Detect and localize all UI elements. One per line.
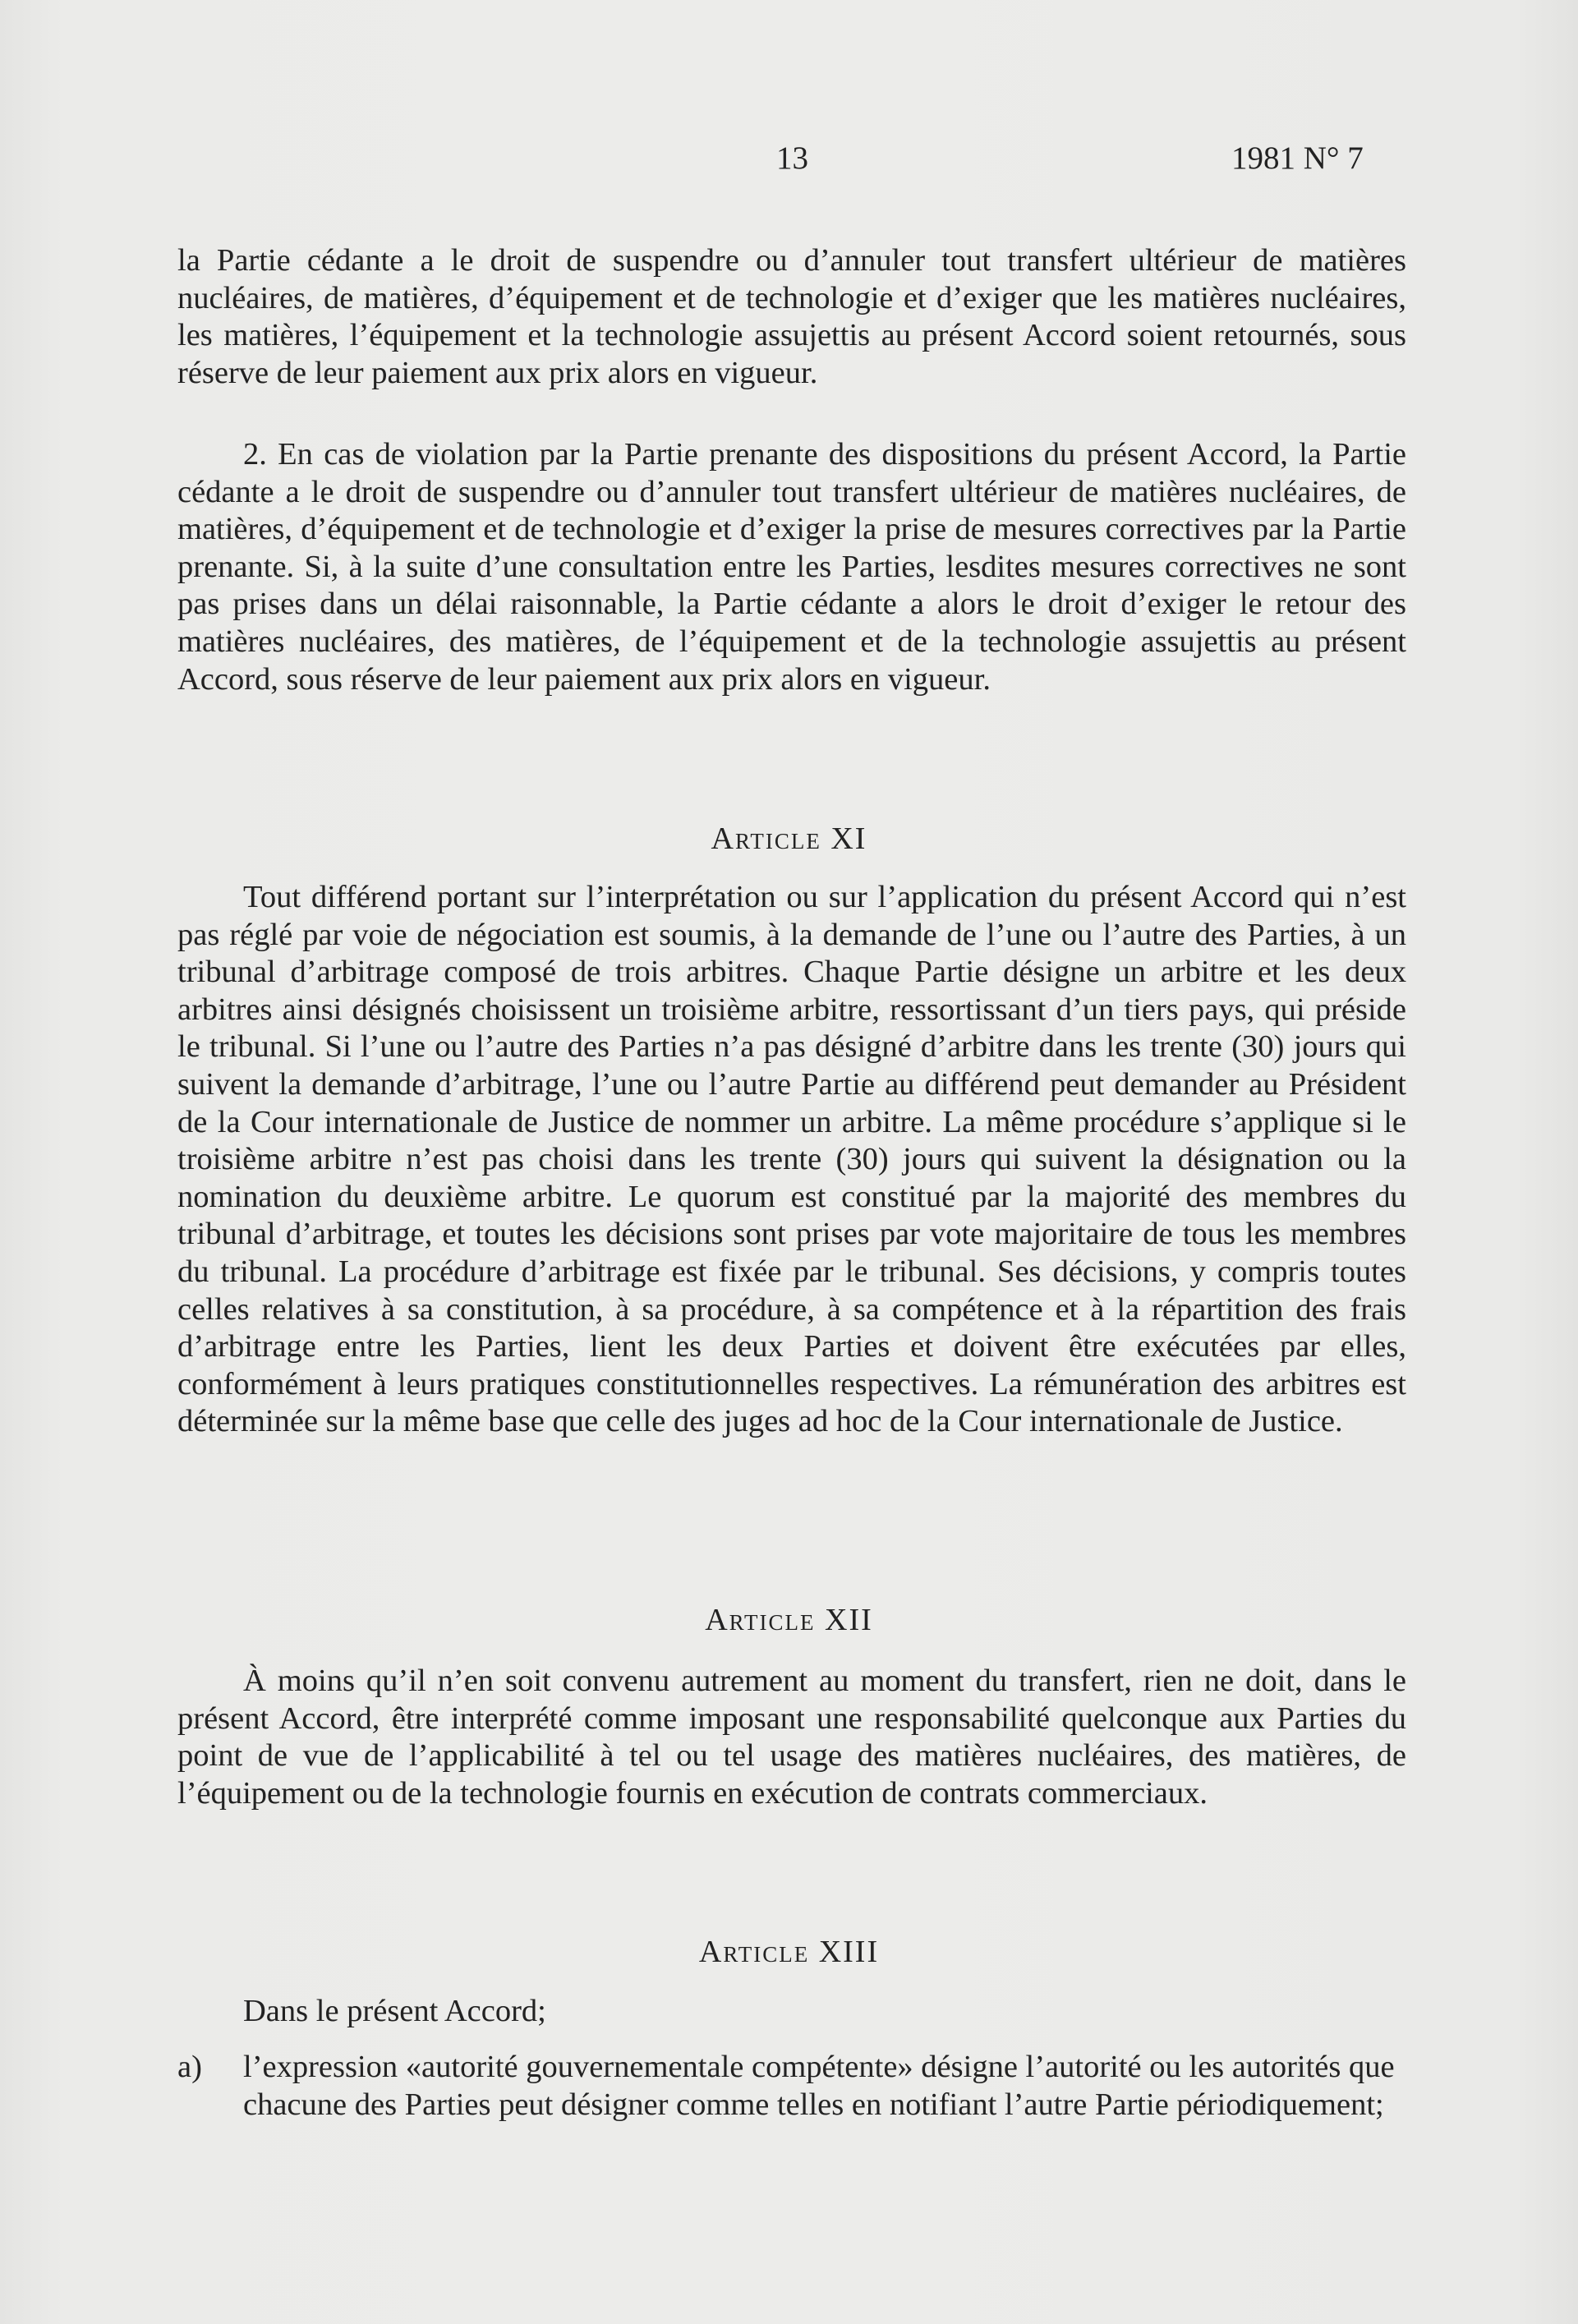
paragraph-2: [177, 436, 1406, 698]
paragraph-text: la Partie cédante a le droit de suspendre ou d’annuler tout transfert ultérieur de matières nucléaires, de matières, d’équipement et de technologie et d’exiger que les matières nucléaires, les matières, l’équipement et la technologie assujettis au présent Accord soient retournés, sous réserve de leur paiement aux prix alors en vigueur.: [177, 243, 1406, 390]
paragraph-continuation: [177, 242, 1406, 392]
article-xii-paragraph: [177, 1663, 1406, 1812]
paragraph-text: À moins qu’il n’en soit convenu autrement au moment du transfert, rien ne doit, dans le présent Accord, être interprété comme imposant une responsabilité quelconque aux Parties du point de vue de l’applicabilité à tel ou tel usage des matières nucléaires, des matières, de l’équipement ou de la technologie fournis en exécution de contrats commerciaux.: [177, 1664, 1406, 1811]
paragraph-text: 2. En cas de violation par la Partie prenante des dispositions du présent Accord, la Partie cédante a le droit de suspendre ou d’annuler tout transfert ultérieur de matières nucléaires, de matières, d’équipement et de technologie et d’exiger la prise de mesures correctives par la Partie prenante. Si, à la suite d’une consultation entre les Parties, lesdites mesures correctives ne sont pas prises dans un délai raisonnable, la Partie cédante a alors le droit d’exiger le retour des matières nucléaires, des matières, de l’équipement et de la technologie assujettis au présent Accord, sous réserve de leur paiement aux prix alors en vigueur.: [177, 437, 1406, 697]
page-header: [0, 140, 1578, 181]
article-xiii-heading: Article XIII: [698, 1935, 880, 1969]
article-xi-paragraph: [177, 879, 1406, 1441]
page-number: 13: [776, 140, 808, 176]
issue-label: 1981 N° 7: [1231, 140, 1364, 176]
article-xi-heading: Article XI: [711, 821, 867, 856]
paragraph-text: Dans le présent Accord;: [243, 1994, 546, 2028]
list-marker: a): [177, 2050, 202, 2084]
article-xii-heading: Article XII: [705, 1603, 873, 1637]
list-item-a: [177, 2049, 1406, 2124]
list-item-text: l’expression «autorité gouvernementale compétente» désigne l’autorité ou les autorités que chacune des Parties peut désigner comme telles en notifiant l’autre Partie périodiquement;: [243, 2050, 1395, 2122]
paragraph-text: Tout différend portant sur l’interprétation ou sur l’application du présent Accord qui n’est pas réglé par voie de négociation est soumis, à la demande de l’une ou l’autre des Parties, à un tribunal d’arbitrage composé de trois arbitres. Chaque Partie désigne un arbitre et les deux arbitres ainsi désignés choisissent un troisième arbitre, ressortissant d’un tiers pays, qui préside le tribunal. Si l’une ou l’autre des Parties n’a pas désigné d’arbitre dans les trente (30) jours qui suivent la demande d’arbitrage, l’une ou l’autre Partie au différend peut demander au Président de la Cour internationale de Justice de nommer un arbitre. La même procédure s’applique si le troisième arbitre n’est pas choisi dans les trente (30) jours qui suivent la désignation ou la nomination du deuxième arbitre. Le quorum est constitué par la majorité des membres du tribunal d’arbitrage, et toutes les décisions sont prises par vote majoritaire de tous les membres du tribunal. La procédure d’arbitrage est fixée par le tribunal. Ses décisions, y compris toutes celles relatives à sa constitution, à sa procédure, à sa compétence et à la répartition des frais d’arbitrage entre les Parties, lient les deux Parties et doivent être exécutées par elles, conformément à leurs pratiques constitutionnelles respectives. La rémunération des arbitres est déterminée sur la même base que celle des juges ad hoc de la Cour internationale de Justice.: [177, 880, 1406, 1439]
article-xiii-intro: [177, 1993, 1406, 2031]
